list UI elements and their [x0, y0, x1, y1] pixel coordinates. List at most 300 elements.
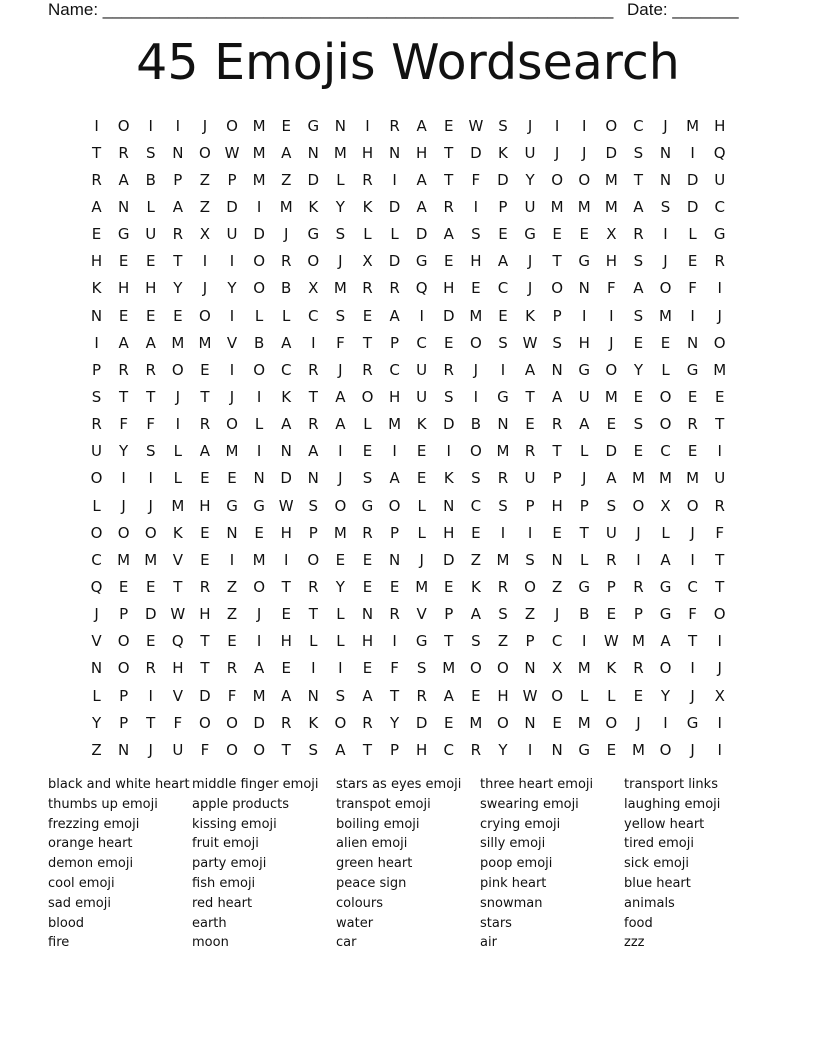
grid-cell[interactable]: Y	[335, 197, 345, 216]
grid-cell[interactable]: I	[717, 632, 722, 651]
grid-cell[interactable]: O	[117, 116, 130, 135]
grid-cell[interactable]: K	[498, 143, 508, 162]
grid-cell[interactable]: G	[578, 252, 591, 271]
grid-cell[interactable]: S	[444, 387, 454, 406]
grid-cell[interactable]: L	[336, 605, 345, 624]
grid-cell[interactable]: T	[444, 143, 454, 162]
grid-cell[interactable]: Z	[199, 197, 211, 216]
grid-cell[interactable]: N	[118, 740, 130, 759]
grid-cell[interactable]: Y	[91, 713, 102, 732]
grid-cell[interactable]: R	[633, 225, 644, 244]
grid-cell[interactable]: T	[444, 170, 454, 189]
grid-cell[interactable]: E	[118, 252, 129, 271]
grid-cell[interactable]: D	[388, 252, 401, 271]
grid-cell[interactable]: E	[579, 225, 589, 244]
grid-cell[interactable]: D	[442, 415, 455, 434]
grid-cell[interactable]: O	[334, 713, 347, 732]
grid-cell[interactable]: K	[525, 306, 535, 325]
grid-cell[interactable]: O	[713, 605, 726, 624]
grid-cell[interactable]: F	[200, 740, 210, 759]
grid-cell[interactable]: M	[577, 713, 591, 732]
grid-cell[interactable]: O	[253, 360, 266, 379]
grid-cell[interactable]: O	[578, 170, 591, 189]
grid-cell[interactable]: E	[633, 442, 644, 461]
grid-cell[interactable]: U	[145, 225, 157, 244]
grid-cell[interactable]: N	[497, 415, 509, 434]
grid-cell[interactable]: E	[471, 279, 481, 298]
grid-cell[interactable]: J	[175, 387, 181, 406]
grid-cell[interactable]: K	[281, 387, 292, 406]
grid-cell[interactable]: R	[470, 740, 482, 759]
grid-cell[interactable]: A	[91, 197, 102, 216]
grid-cell[interactable]: E	[687, 252, 698, 271]
grid-cell[interactable]: O	[199, 306, 211, 325]
grid-cell[interactable]: E	[362, 306, 373, 325]
grid-cell[interactable]: L	[688, 225, 697, 244]
grid-cell[interactable]: N	[551, 740, 563, 759]
grid-cell[interactable]: O	[551, 170, 564, 189]
grid-cell[interactable]: K	[91, 279, 102, 298]
grid-cell[interactable]: N	[307, 143, 319, 162]
grid-cell[interactable]: J	[663, 252, 668, 271]
grid-cell[interactable]: E	[254, 523, 264, 542]
grid-cell[interactable]: O	[117, 659, 130, 678]
grid-cell[interactable]: S	[145, 143, 156, 162]
grid-cell[interactable]: J	[338, 252, 343, 271]
grid-cell[interactable]: L	[254, 415, 264, 434]
grid-cell[interactable]: M	[144, 550, 158, 569]
grid-cell[interactable]: S	[335, 306, 346, 325]
grid-cell[interactable]: O	[469, 333, 482, 352]
grid-cell[interactable]: M	[631, 632, 645, 651]
grid-cell[interactable]: E	[633, 387, 644, 406]
grid-cell[interactable]: I	[283, 550, 289, 569]
grid-cell[interactable]: O	[497, 659, 509, 678]
grid-cell[interactable]: O	[469, 442, 482, 461]
grid-cell[interactable]: C	[687, 577, 698, 596]
grid-cell[interactable]: E	[471, 523, 481, 542]
grid-cell[interactable]: N	[90, 306, 103, 325]
grid-cell[interactable]: R	[416, 686, 427, 705]
grid-cell[interactable]: I	[392, 632, 397, 651]
grid-cell[interactable]: J	[94, 605, 99, 624]
grid-cell[interactable]: M	[686, 116, 700, 135]
grid-cell[interactable]: S	[91, 387, 102, 406]
grid-cell[interactable]: K	[362, 197, 373, 216]
grid-cell[interactable]: O	[199, 143, 211, 162]
grid-cell[interactable]: C	[280, 360, 292, 379]
grid-cell[interactable]: G	[307, 225, 320, 244]
grid-cell[interactable]: J	[527, 252, 533, 271]
grid-cell[interactable]: E	[362, 442, 373, 461]
grid-cell[interactable]: I	[175, 415, 181, 434]
grid-cell[interactable]: T	[308, 387, 318, 406]
grid-cell[interactable]: D	[442, 550, 455, 569]
grid-cell[interactable]: G	[361, 496, 374, 515]
grid-cell[interactable]: L	[661, 523, 670, 542]
grid-cell[interactable]: H	[280, 632, 292, 651]
grid-cell[interactable]: J	[690, 523, 695, 542]
grid-cell[interactable]: M	[225, 442, 239, 461]
grid-cell[interactable]: I	[148, 686, 153, 705]
grid-cell[interactable]: H	[443, 279, 455, 298]
grid-cell[interactable]: O	[90, 469, 103, 488]
grid-cell[interactable]: J	[663, 116, 668, 135]
grid-cell[interactable]: E	[714, 387, 725, 406]
grid-cell[interactable]: T	[91, 143, 102, 162]
grid-cell[interactable]: O	[117, 632, 130, 651]
grid-cell[interactable]: H	[714, 116, 726, 135]
grid-cell[interactable]: J	[473, 360, 479, 379]
grid-cell[interactable]: G	[578, 740, 591, 759]
grid-cell[interactable]: E	[444, 116, 454, 135]
grid-cell[interactable]: P	[92, 360, 102, 379]
grid-cell[interactable]: J	[121, 496, 126, 515]
grid-cell[interactable]: O	[659, 659, 672, 678]
grid-cell[interactable]: R	[497, 469, 509, 488]
grid-cell[interactable]: I	[473, 387, 479, 406]
grid-cell[interactable]: U	[172, 740, 184, 759]
grid-cell[interactable]: Z	[497, 632, 509, 651]
grid-cell[interactable]: A	[199, 442, 211, 461]
grid-cell[interactable]: R	[145, 360, 156, 379]
grid-cell[interactable]: A	[552, 387, 563, 406]
grid-cell[interactable]: J	[636, 523, 641, 542]
grid-cell[interactable]: O	[226, 116, 238, 135]
grid-cell[interactable]: M	[713, 360, 727, 379]
grid-cell[interactable]: D	[605, 143, 618, 162]
grid-cell[interactable]: O	[307, 252, 320, 271]
grid-cell[interactable]: C	[443, 740, 454, 759]
grid-cell[interactable]: J	[527, 279, 533, 298]
grid-cell[interactable]: N	[551, 360, 563, 379]
grid-cell[interactable]: I	[365, 116, 370, 135]
grid-cell[interactable]: E	[606, 415, 617, 434]
grid-cell[interactable]: E	[552, 225, 562, 244]
grid-cell[interactable]: A	[335, 415, 346, 434]
grid-cell[interactable]: P	[525, 496, 535, 515]
grid-cell[interactable]: I	[446, 442, 451, 461]
grid-cell[interactable]: L	[580, 442, 589, 461]
grid-cell[interactable]: N	[334, 116, 346, 135]
grid-cell[interactable]: M	[604, 170, 618, 189]
grid-cell[interactable]: I	[500, 523, 506, 542]
grid-cell[interactable]: N	[118, 197, 130, 216]
grid-cell[interactable]: M	[550, 197, 564, 216]
grid-cell[interactable]: C	[660, 442, 671, 461]
grid-cell[interactable]: W	[468, 116, 484, 135]
grid-cell[interactable]: F	[715, 523, 725, 542]
grid-cell[interactable]: E	[227, 632, 237, 651]
grid-cell[interactable]: W	[170, 605, 186, 624]
grid-cell[interactable]: E	[200, 469, 210, 488]
grid-cell[interactable]: L	[363, 415, 372, 434]
grid-cell[interactable]: V	[91, 632, 102, 651]
grid-cell[interactable]: T	[200, 659, 210, 678]
grid-cell[interactable]: K	[308, 197, 319, 216]
grid-cell[interactable]: A	[633, 279, 644, 298]
grid-cell[interactable]: T	[173, 577, 183, 596]
grid-cell[interactable]: H	[416, 143, 428, 162]
grid-cell[interactable]: Y	[335, 577, 345, 596]
grid-cell[interactable]: O	[226, 415, 238, 434]
grid-cell[interactable]: N	[226, 523, 238, 542]
grid-cell[interactable]: U	[91, 442, 103, 461]
grid-cell[interactable]: L	[92, 686, 101, 705]
grid-cell[interactable]: A	[606, 469, 617, 488]
grid-cell[interactable]: P	[227, 170, 237, 189]
grid-cell[interactable]: J	[582, 469, 587, 488]
grid-cell[interactable]: H	[199, 605, 211, 624]
grid-cell[interactable]: N	[280, 442, 292, 461]
grid-cell[interactable]: L	[336, 632, 345, 651]
grid-cell[interactable]: R	[308, 577, 319, 596]
grid-cell[interactable]: R	[362, 523, 373, 542]
grid-cell[interactable]: Z	[199, 170, 211, 189]
grid-cell[interactable]: K	[470, 577, 481, 596]
grid-cell[interactable]: K	[308, 713, 319, 732]
grid-cell[interactable]: M	[577, 197, 591, 216]
grid-cell[interactable]: I	[311, 333, 316, 352]
grid-cell[interactable]: O	[605, 116, 618, 135]
grid-cell[interactable]: X	[660, 496, 671, 515]
grid-cell[interactable]: J	[256, 605, 262, 624]
grid-cell[interactable]: G	[253, 496, 265, 515]
grid-cell[interactable]: D	[442, 306, 455, 325]
grid-cell[interactable]: I	[527, 740, 533, 759]
grid-cell[interactable]: R	[280, 713, 292, 732]
grid-cell[interactable]: T	[281, 577, 291, 596]
grid-cell[interactable]: E	[227, 469, 237, 488]
grid-cell[interactable]: E	[606, 740, 617, 759]
grid-cell[interactable]: C	[633, 116, 644, 135]
grid-cell[interactable]: O	[686, 496, 699, 515]
grid-cell[interactable]: E	[362, 550, 373, 569]
grid-cell[interactable]: D	[470, 143, 482, 162]
grid-cell[interactable]: G	[415, 252, 428, 271]
grid-cell[interactable]: O	[199, 713, 211, 732]
grid-cell[interactable]: H	[280, 523, 292, 542]
grid-cell[interactable]: L	[282, 306, 291, 325]
grid-cell[interactable]: K	[606, 659, 617, 678]
grid-cell[interactable]: I	[636, 550, 641, 569]
grid-cell[interactable]: I	[229, 360, 235, 379]
grid-cell[interactable]: T	[362, 740, 373, 759]
grid-cell[interactable]: U	[524, 197, 536, 216]
grid-cell[interactable]: J	[229, 387, 235, 406]
grid-cell[interactable]: I	[527, 523, 533, 542]
grid-cell[interactable]: R	[362, 713, 373, 732]
grid-cell[interactable]: A	[118, 170, 129, 189]
grid-cell[interactable]: G	[686, 713, 699, 732]
grid-cell[interactable]: K	[172, 523, 183, 542]
grid-cell[interactable]: S	[525, 550, 535, 569]
grid-cell[interactable]: R	[633, 659, 644, 678]
date-field[interactable]: Date: _______	[627, 0, 739, 19]
grid-cell[interactable]: O	[632, 496, 645, 515]
grid-cell[interactable]: T	[633, 170, 643, 189]
grid-cell[interactable]: L	[363, 225, 372, 244]
grid-cell[interactable]: O	[90, 523, 103, 542]
grid-cell[interactable]: S	[471, 469, 481, 488]
grid-cell[interactable]: F	[688, 605, 697, 624]
grid-cell[interactable]: M	[171, 333, 185, 352]
grid-cell[interactable]: G	[578, 577, 591, 596]
grid-cell[interactable]: E	[525, 415, 535, 434]
grid-cell[interactable]: C	[470, 496, 482, 515]
grid-cell[interactable]: A	[308, 442, 319, 461]
grid-cell[interactable]: O	[497, 713, 509, 732]
grid-cell[interactable]: S	[308, 496, 319, 515]
grid-cell[interactable]: J	[554, 143, 560, 162]
grid-cell[interactable]: P	[525, 632, 535, 651]
grid-cell[interactable]: H	[361, 143, 374, 162]
grid-cell[interactable]: Z	[470, 550, 481, 569]
grid-cell[interactable]: M	[279, 197, 293, 216]
grid-cell[interactable]: S	[660, 197, 671, 216]
grid-cell[interactable]: C	[714, 197, 725, 216]
grid-cell[interactable]: K	[443, 469, 454, 488]
grid-cell[interactable]: R	[714, 252, 725, 271]
grid-cell[interactable]: E	[444, 577, 454, 596]
grid-cell[interactable]: Y	[389, 713, 400, 732]
grid-cell[interactable]: R	[687, 415, 698, 434]
grid-cell[interactable]: E	[145, 577, 156, 596]
grid-cell[interactable]: Z	[552, 577, 563, 596]
grid-cell[interactable]: N	[686, 333, 699, 352]
grid-cell[interactable]: P	[606, 577, 616, 596]
grid-cell[interactable]: E	[606, 605, 617, 624]
grid-cell[interactable]: R	[91, 170, 102, 189]
grid-cell[interactable]: M	[659, 469, 672, 488]
grid-cell[interactable]: E	[91, 225, 102, 244]
grid-cell[interactable]: D	[605, 442, 618, 461]
grid-cell[interactable]: T	[362, 333, 373, 352]
grid-cell[interactable]: J	[609, 333, 614, 352]
grid-cell[interactable]: N	[307, 469, 319, 488]
grid-cell[interactable]: M	[442, 659, 456, 678]
grid-cell[interactable]: T	[146, 713, 156, 732]
grid-cell[interactable]: Q	[713, 143, 726, 162]
grid-cell[interactable]: T	[389, 686, 400, 705]
grid-cell[interactable]: R	[199, 577, 211, 596]
grid-cell[interactable]: S	[471, 225, 481, 244]
grid-cell[interactable]: R	[524, 442, 536, 461]
grid-cell[interactable]: T	[281, 740, 291, 759]
grid-cell[interactable]: T	[308, 605, 318, 624]
grid-cell[interactable]: F	[146, 415, 156, 434]
grid-cell[interactable]: O	[605, 713, 618, 732]
grid-cell[interactable]: F	[688, 279, 697, 298]
grid-cell[interactable]: M	[469, 713, 483, 732]
grid-cell[interactable]: R	[118, 360, 129, 379]
grid-cell[interactable]: S	[498, 116, 508, 135]
grid-cell[interactable]: R	[91, 415, 102, 434]
grid-cell[interactable]: P	[119, 686, 129, 705]
grid-cell[interactable]: D	[144, 605, 157, 624]
grid-cell[interactable]: A	[470, 605, 481, 624]
grid-cell[interactable]: T	[525, 387, 535, 406]
grid-cell[interactable]: H	[416, 740, 428, 759]
grid-cell[interactable]: E	[552, 713, 562, 732]
grid-cell[interactable]: B	[281, 279, 292, 298]
grid-cell[interactable]: A	[660, 550, 671, 569]
grid-cell[interactable]: O	[605, 360, 618, 379]
grid-cell[interactable]: O	[659, 279, 672, 298]
grid-cell[interactable]: I	[392, 170, 397, 189]
grid-cell[interactable]: R	[633, 577, 644, 596]
grid-cell[interactable]: E	[145, 306, 156, 325]
grid-cell[interactable]: S	[633, 143, 644, 162]
grid-cell[interactable]: O	[171, 360, 184, 379]
grid-cell[interactable]: P	[119, 605, 129, 624]
grid-cell[interactable]: I	[663, 713, 668, 732]
grid-cell[interactable]: G	[659, 605, 672, 624]
grid-cell[interactable]: J	[690, 686, 695, 705]
grid-cell[interactable]: L	[309, 632, 318, 651]
grid-cell[interactable]: H	[388, 387, 401, 406]
grid-cell[interactable]: A	[416, 116, 427, 135]
grid-cell[interactable]: M	[252, 170, 266, 189]
grid-cell[interactable]: F	[607, 279, 616, 298]
grid-cell[interactable]: O	[226, 740, 238, 759]
grid-cell[interactable]: J	[554, 605, 560, 624]
grid-cell[interactable]: N	[90, 659, 103, 678]
grid-cell[interactable]: N	[524, 659, 536, 678]
grid-cell[interactable]: T	[579, 523, 589, 542]
grid-cell[interactable]: L	[390, 225, 399, 244]
grid-cell[interactable]: O	[253, 577, 266, 596]
grid-cell[interactable]: H	[145, 279, 157, 298]
grid-cell[interactable]: W	[278, 496, 294, 515]
grid-cell[interactable]: Y	[660, 686, 671, 705]
grid-cell[interactable]: O	[144, 523, 157, 542]
grid-cell[interactable]: P	[579, 496, 589, 515]
grid-cell[interactable]: J	[202, 279, 208, 298]
grid-cell[interactable]: E	[633, 686, 644, 705]
grid-cell[interactable]: Z	[281, 170, 292, 189]
grid-cell[interactable]: A	[281, 415, 292, 434]
grid-cell[interactable]: I	[582, 632, 587, 651]
grid-cell[interactable]: A	[660, 632, 671, 651]
grid-cell[interactable]: S	[498, 333, 508, 352]
grid-cell[interactable]: I	[717, 442, 722, 461]
grid-cell[interactable]: M	[198, 333, 212, 352]
grid-cell[interactable]: D	[307, 170, 320, 189]
grid-cell[interactable]: P	[633, 605, 643, 624]
grid-cell[interactable]: F	[119, 415, 128, 434]
grid-cell[interactable]: Q	[171, 632, 184, 651]
grid-cell[interactable]: E	[200, 523, 210, 542]
grid-cell[interactable]: A	[281, 143, 292, 162]
grid-cell[interactable]: A	[416, 197, 427, 216]
grid-cell[interactable]: V	[226, 333, 238, 352]
grid-cell[interactable]: D	[686, 170, 699, 189]
grid-cell[interactable]: E	[416, 442, 427, 461]
grid-cell[interactable]: X	[552, 659, 563, 678]
grid-cell[interactable]: A	[389, 469, 400, 488]
grid-cell[interactable]: F	[471, 170, 481, 189]
grid-cell[interactable]: M	[388, 415, 402, 434]
grid-cell[interactable]: E	[416, 469, 427, 488]
grid-cell[interactable]: W	[224, 143, 240, 162]
grid-cell[interactable]: P	[390, 333, 400, 352]
grid-cell[interactable]: M	[686, 469, 700, 488]
grid-cell[interactable]: N	[361, 605, 374, 624]
grid-cell[interactable]: I	[690, 659, 695, 678]
grid-cell[interactable]: I	[202, 252, 208, 271]
grid-cell[interactable]: E	[444, 333, 454, 352]
